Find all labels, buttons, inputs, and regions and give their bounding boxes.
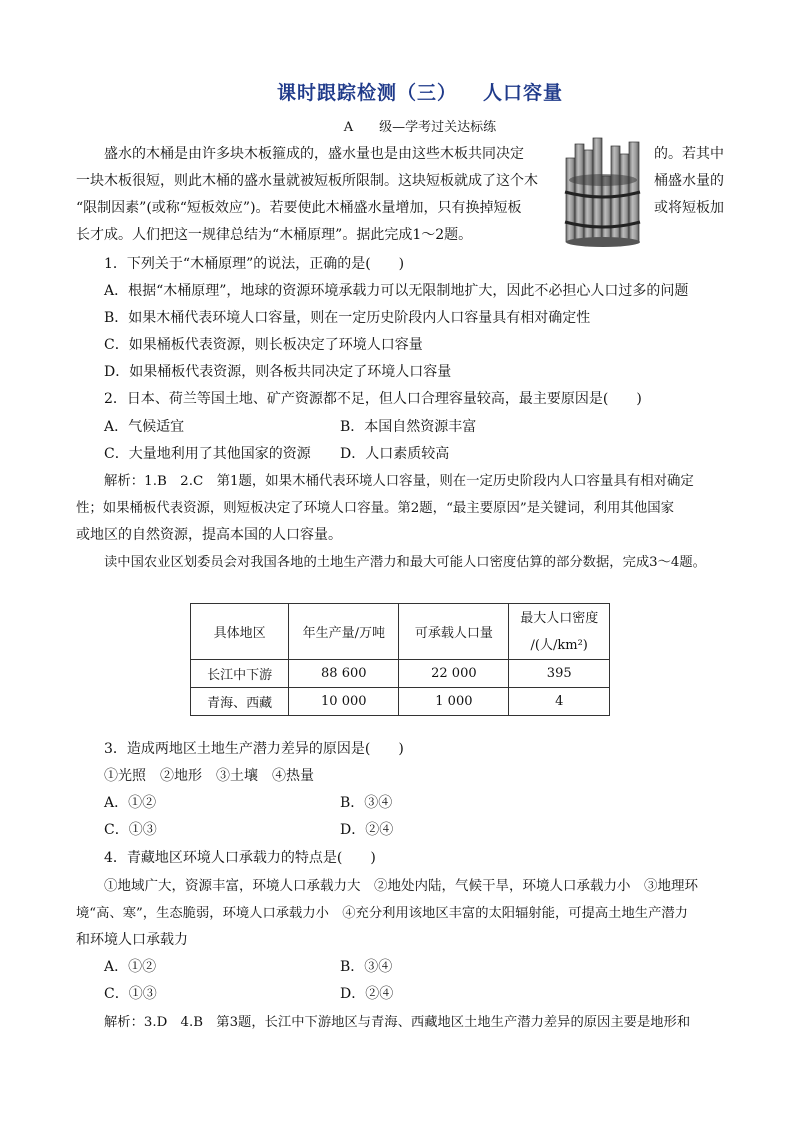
table-cell: 1 000 <box>399 688 509 716</box>
q2-option-d: D．人口素质较高 <box>340 446 450 462</box>
q4-choice-line-1: ①地域广大，资源丰富，环境人口承载力大 ②地处内陆，气候干旱，环境人口承载力小 ③地理环 <box>104 878 698 894</box>
table-cell: 88 600 <box>289 660 399 688</box>
title-sub: 人口容量 <box>483 82 564 104</box>
q3-stem: 3．造成两地区土地生产潜力差异的原因是( ) <box>104 741 404 757</box>
table-cell: 395 <box>509 660 610 688</box>
title-main: 课时跟踪检测（三） <box>276 82 457 104</box>
intro-line-2: 一块木板很短，则此木桶的盛水量就被短板所限制。这块短板就成了这个木 <box>76 173 538 189</box>
data-table <box>190 603 610 716</box>
table-header-cell: 可承载人口量 <box>399 604 509 660</box>
q3-option-a: A．①② <box>104 795 157 811</box>
q2-option-c: C．大量地利用了其他国家的资源 <box>104 446 311 462</box>
table-row <box>191 688 610 716</box>
q3-items: ①光照 ②地形 ③土壤 ④热量 <box>104 768 314 784</box>
q3-option-d: D．②④ <box>340 822 394 838</box>
q4-choice-line-2: 境“高、寒”，生态脆弱，环境人口承载力小 ④充分利用该地区丰富的太阳辐射能，可提高土地生产潜力 <box>76 906 688 921</box>
answer-2-line-1: 解析：3.D 4.B 第3题，长江中下游地区与青海、西藏地区土地生产潜力差异的原因主要是地形和 <box>104 1015 691 1030</box>
wooden-bucket-image <box>562 136 644 248</box>
table-header-line: 最大人口密度 <box>520 610 599 626</box>
section-heading: A 级—学考过关达标练 <box>343 120 497 135</box>
table-header-line: /(人/km²) <box>530 637 588 653</box>
table-header-cell <box>509 604 610 660</box>
answer-1-line-2: 性；如果桶板代表资源，则短板决定了环境人口容量。第2题，“最主要原因”是关键词，利用其他国家 <box>76 501 675 516</box>
intro-line-3: “限制因素”(或称“短板效应”)。若要使此木桶盛水量增加，只有换掉短板 <box>76 200 522 216</box>
q1-stem: 1．下列关于“木桶原理”的说法，正确的是( ) <box>104 256 405 272</box>
q4-choice-line-3: 和环境人口承载力 <box>76 932 188 948</box>
q1-option-c: C．如果桶板代表资源，则长板决定了环境人口容量 <box>104 337 423 353</box>
page-title <box>0 78 794 105</box>
reading-instruction: 读中国农业区划委员会对我国各地的土地生产潜力和最大可能人口密度估算的部分数据，完成3～4题。 <box>104 555 706 570</box>
q1-option-a: A．根据“木桶原理”，地球的资源环境承载力可以无限制地扩大，因此不必担心人口过多的问题 <box>104 283 689 299</box>
q1-option-b: B．如果木桶代表环境人口容量，则在一定历史阶段内人口容量具有相对确定性 <box>104 310 591 326</box>
intro-line-3-right: 或将短板加 <box>654 200 724 216</box>
table-header-cell: 具体地区 <box>191 604 289 660</box>
q4-stem: 4．青藏地区环境人口承载力的特点是( ) <box>104 850 376 866</box>
q2-option-b: B．本国自然资源丰富 <box>340 419 477 435</box>
table-cell: 长江中下游 <box>191 660 289 688</box>
table-header-cell: 年生产量/万吨 <box>289 604 399 660</box>
answer-1-line-3: 或地区的自然资源，提高本国的人口容量。 <box>76 527 342 543</box>
table-cell: 青海、西藏 <box>191 688 289 716</box>
table-cell: 22 000 <box>399 660 509 688</box>
intro-line-1: 盛水的木桶是由许多块木板箍成的，盛水量也是由这些木板共同决定 <box>104 146 524 162</box>
q2-option-a: A．气候适宜 <box>104 419 185 435</box>
q4-option-d: D．②④ <box>340 986 394 1002</box>
q4-option-b: B．③④ <box>340 959 393 975</box>
table-cell: 10 000 <box>289 688 399 716</box>
answer-1-line-1: 解析：1.B 2.C 第1题，如果木桶代表环境人口容量，则在一定历史阶段内人口容量具有相对确定 <box>104 474 694 489</box>
table-row <box>191 660 610 688</box>
q4-option-a: A．①② <box>104 959 157 975</box>
intro-line-4: 长才成。人们把这一规律总结为“木桶原理”。据此完成1～2题。 <box>76 227 473 243</box>
q3-option-c: C．①③ <box>104 822 157 838</box>
intro-line-1-right: 的。若其中 <box>654 146 724 162</box>
q2-stem: 2．日本、荷兰等国土地、矿产资源都不足，但人口合理容量较高，最主要原因是( ) <box>104 391 642 407</box>
q3-option-b: B．③④ <box>340 795 393 811</box>
q4-option-c: C．①③ <box>104 986 157 1002</box>
intro-line-2-right: 桶盛水量的 <box>654 173 724 189</box>
q1-option-d: D．如果桶板代表资源，则各板共同决定了环境人口容量 <box>104 364 452 380</box>
table-cell: 4 <box>509 688 610 716</box>
table-header-row <box>191 604 610 660</box>
